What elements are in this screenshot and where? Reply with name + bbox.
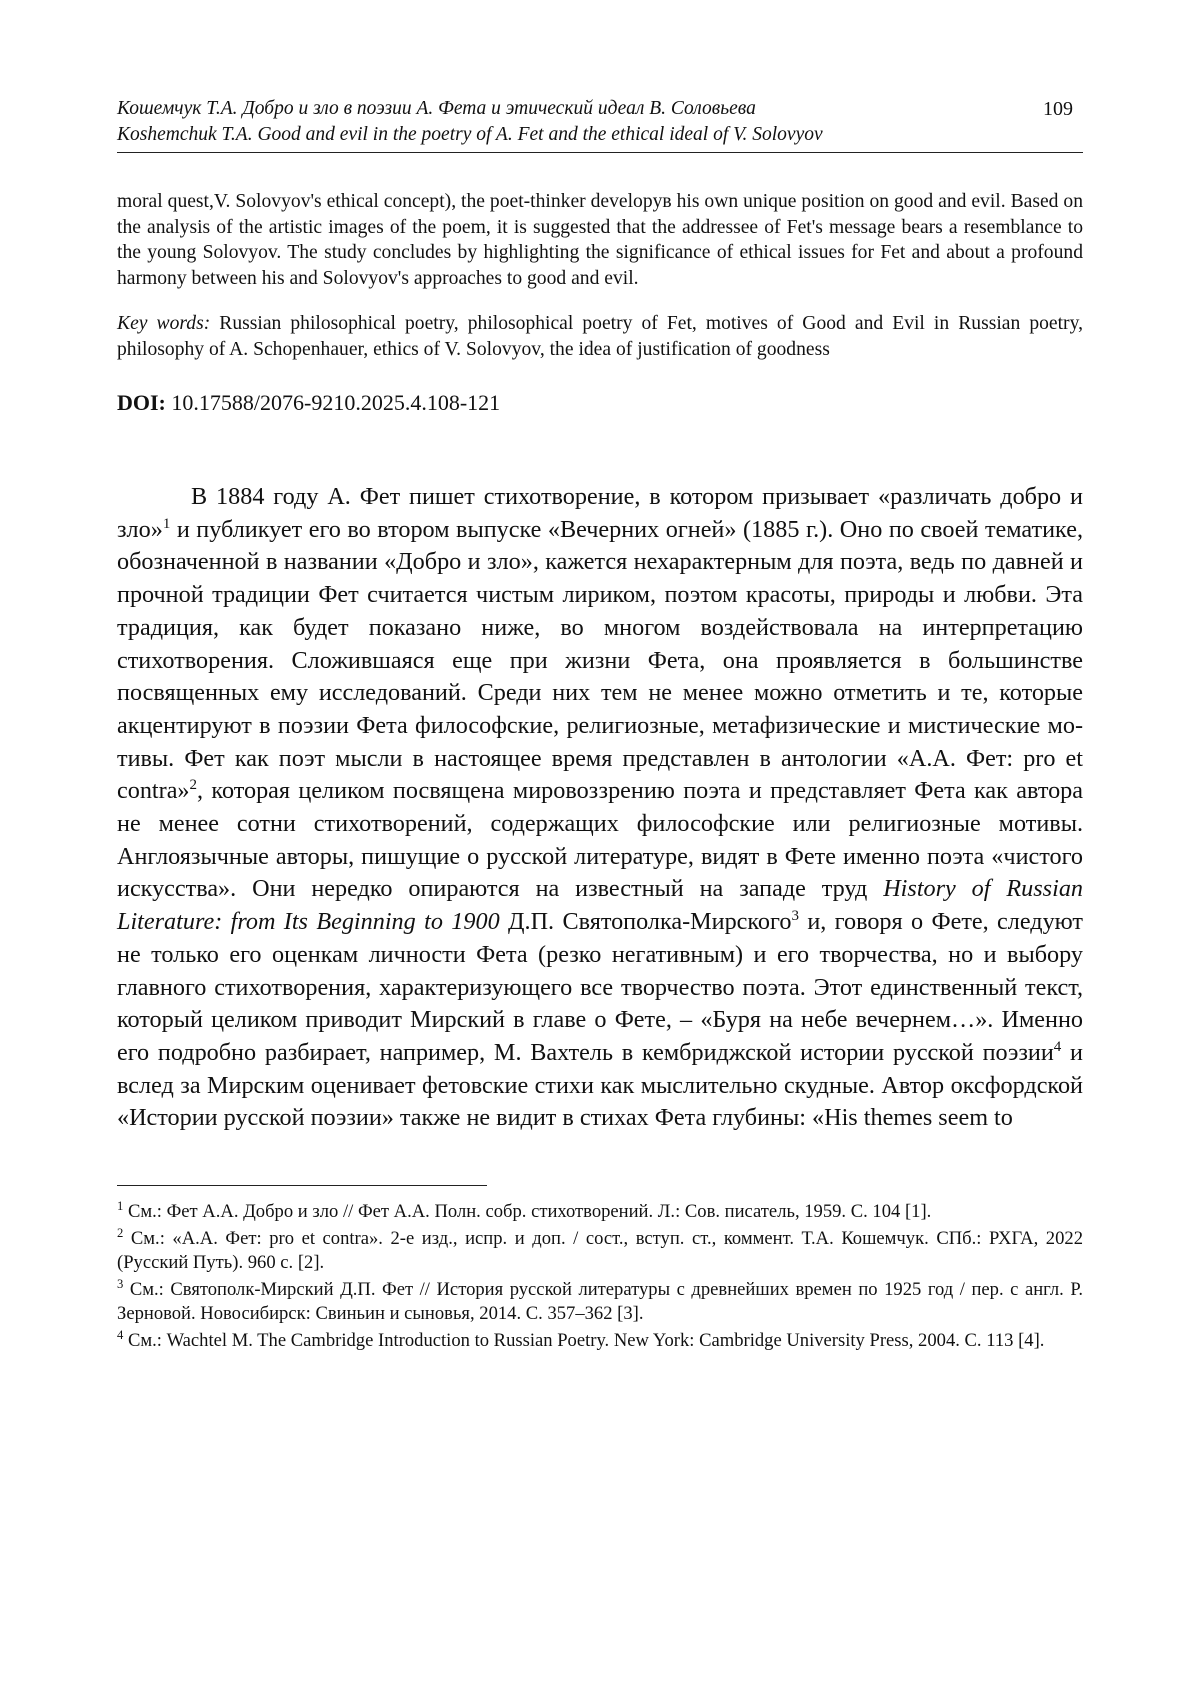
- body-segment: и вслед за Мирским оценивает фетовские стихи как мыслительно скудные. Автор оксфордской «Истории русской поэзии» также не видит в стихах Фета глубины: «His themes seem to: [117, 1038, 1083, 1132]
- footnote-1: [117, 1200, 1083, 1225]
- keywords-text: Russian philosophical poetry, philosophical poetry of Fet, motives of Good and Evil in Russian poetry, philosophy of A. Schopenhauer, ethics of V. Solovyov, the idea of justification of goodness: [117, 313, 1084, 360]
- keywords-label: Key words:: [117, 313, 211, 334]
- footnote-ref-4[interactable]: 4: [1053, 1038, 1062, 1055]
- footnote-number: 4: [117, 1327, 124, 1342]
- header-title-ru: Кошемчук Т.А. Добро и зло в поэзии А. Фета и этический идеал В. Соловьева: [117, 98, 756, 119]
- footnote-text: См.: «А.А. Фет: pro et contra». 2-е изд., испр. и доп. / сост., вступ. ст., коммент. Т.А. Кошемчук. СПб.: РХГА, 2022 (Русский Путь). 960 с. [2].: [117, 1227, 1083, 1274]
- footnote-ref-2[interactable]: 2: [189, 777, 198, 794]
- footnote-ref-1[interactable]: 1: [162, 515, 171, 532]
- footnote-3: [117, 1278, 1083, 1327]
- header-title-en: Koshemchuk T.A. Good and evil in the poetry of A. Fet and the ethical ideal of V. Solovyov: [117, 124, 823, 145]
- footnote-text: См.: Фет А.А. Добро и зло // Фет А.А. Полн. собр. стихотворений. Л.: Сов. писатель, 1959. С. 104 [1].: [123, 1201, 932, 1223]
- footnote-number: 1: [117, 1198, 124, 1213]
- page: [117, 96, 1083, 1355]
- footnote-number: 2: [117, 1225, 124, 1240]
- body-segment: и публикует его во втором выпуске «Вечерних огней» (1885 г.). Оно по своей тематике, обозначенной в названии «Добро и зло», кажется нехарактерным для поэта, ведь по давней и прочной традиции Фет считается чистым лириком, поэтом красоты, природы и любви. Эта традиция, как будет показано ниже, во многом воздействовала на интерпретацию стихотворения. Сложившаяся еще при жизни Фета, она проявляется в большинстве посвященных ему исследований. Среди них тем не менее можно отметить и те, которые акцентируют в поэзии Фета философские, религиозные, метафизические и мистические мотивы. Фет как поэт мысли в настоящее время представлен в антологии «А.А. Фет: pro et contra»: [117, 515, 1083, 805]
- footnote-number: 3: [117, 1276, 124, 1291]
- doi-label: DOI:: [117, 390, 166, 415]
- running-header: [117, 96, 1083, 153]
- footnote-ref-3[interactable]: 3: [791, 908, 799, 925]
- footnote-text: См.: Святополк-Мирский Д.П. Фет // История русской литературы с древнейших времен по 1925 год / пер. с англ. Р. Зерновой. Новосибирск: Свиньин и сыновья, 2014. С. 357–362 [3].: [117, 1278, 1083, 1325]
- footnotes: [117, 1200, 1083, 1353]
- body-segment: , которая целиком посвящена мировоззрению поэта и представляет Фета как автора не менее сотни стихотворений, содержащих философские или религиозные мотивы. Англоязычные авторы, пишущие о русской литературе, видят в Фете именно поэта «чистого искусства». Они нередко опираются на известный на западе труд: [117, 777, 1083, 903]
- body-segment: Д.П. Святополка-Мирского: [499, 908, 792, 936]
- doi: [117, 389, 1083, 417]
- footnote-2: [117, 1227, 1083, 1276]
- body-text: [117, 481, 1083, 1135]
- keywords: [117, 311, 1083, 362]
- footnote-4: [117, 1329, 1083, 1354]
- footnote-divider: [117, 1185, 487, 1186]
- page-number: 109: [1043, 98, 1073, 120]
- body-paragraph: [117, 481, 1083, 1135]
- footnote-text: См.: Wachtel M. The Cambridge Introduction to Russian Poetry. New York: Cambridge University Press, 2004. С. 113 [4].: [123, 1329, 1045, 1351]
- abstract: moral quest,V. Solovyov's ethical concept), the poet-thinker developyв his own unique position on good and evil. Based on the analysis of the artistic images of the poem, it is suggested that the addressee of Fet's message bears a resemblance to the young Solovyov. The study concludes by highlighting the significance of ethical issues for Fet and about a profound harmony between his and Solovyov's approaches to good and evil.: [117, 191, 1083, 289]
- book-title: History of Russian Literature: from Its Beginning to 1900: [117, 875, 1084, 936]
- doi-value: 10.17588/2076-9210.2025.4.108-121: [165, 390, 501, 415]
- body-segment: и, говоря о Фете, следуют не только его оценкам личности Фета (резко негативным) и его творчества, но и выбору главного стихотворения, характеризующего все творчество поэта. Этот единственный текст, который целиком приводит Мирский в главе о Фете, – «Буря на небе вечернем…». Именно его подробно разбирает, например, М. Вахтель в кембриджской истории русской поэзии: [117, 908, 1083, 1066]
- body-segment: В 1884 году А. Фет пишет стихотворение, в котором призывает «различать добро и зло»: [117, 483, 1083, 543]
